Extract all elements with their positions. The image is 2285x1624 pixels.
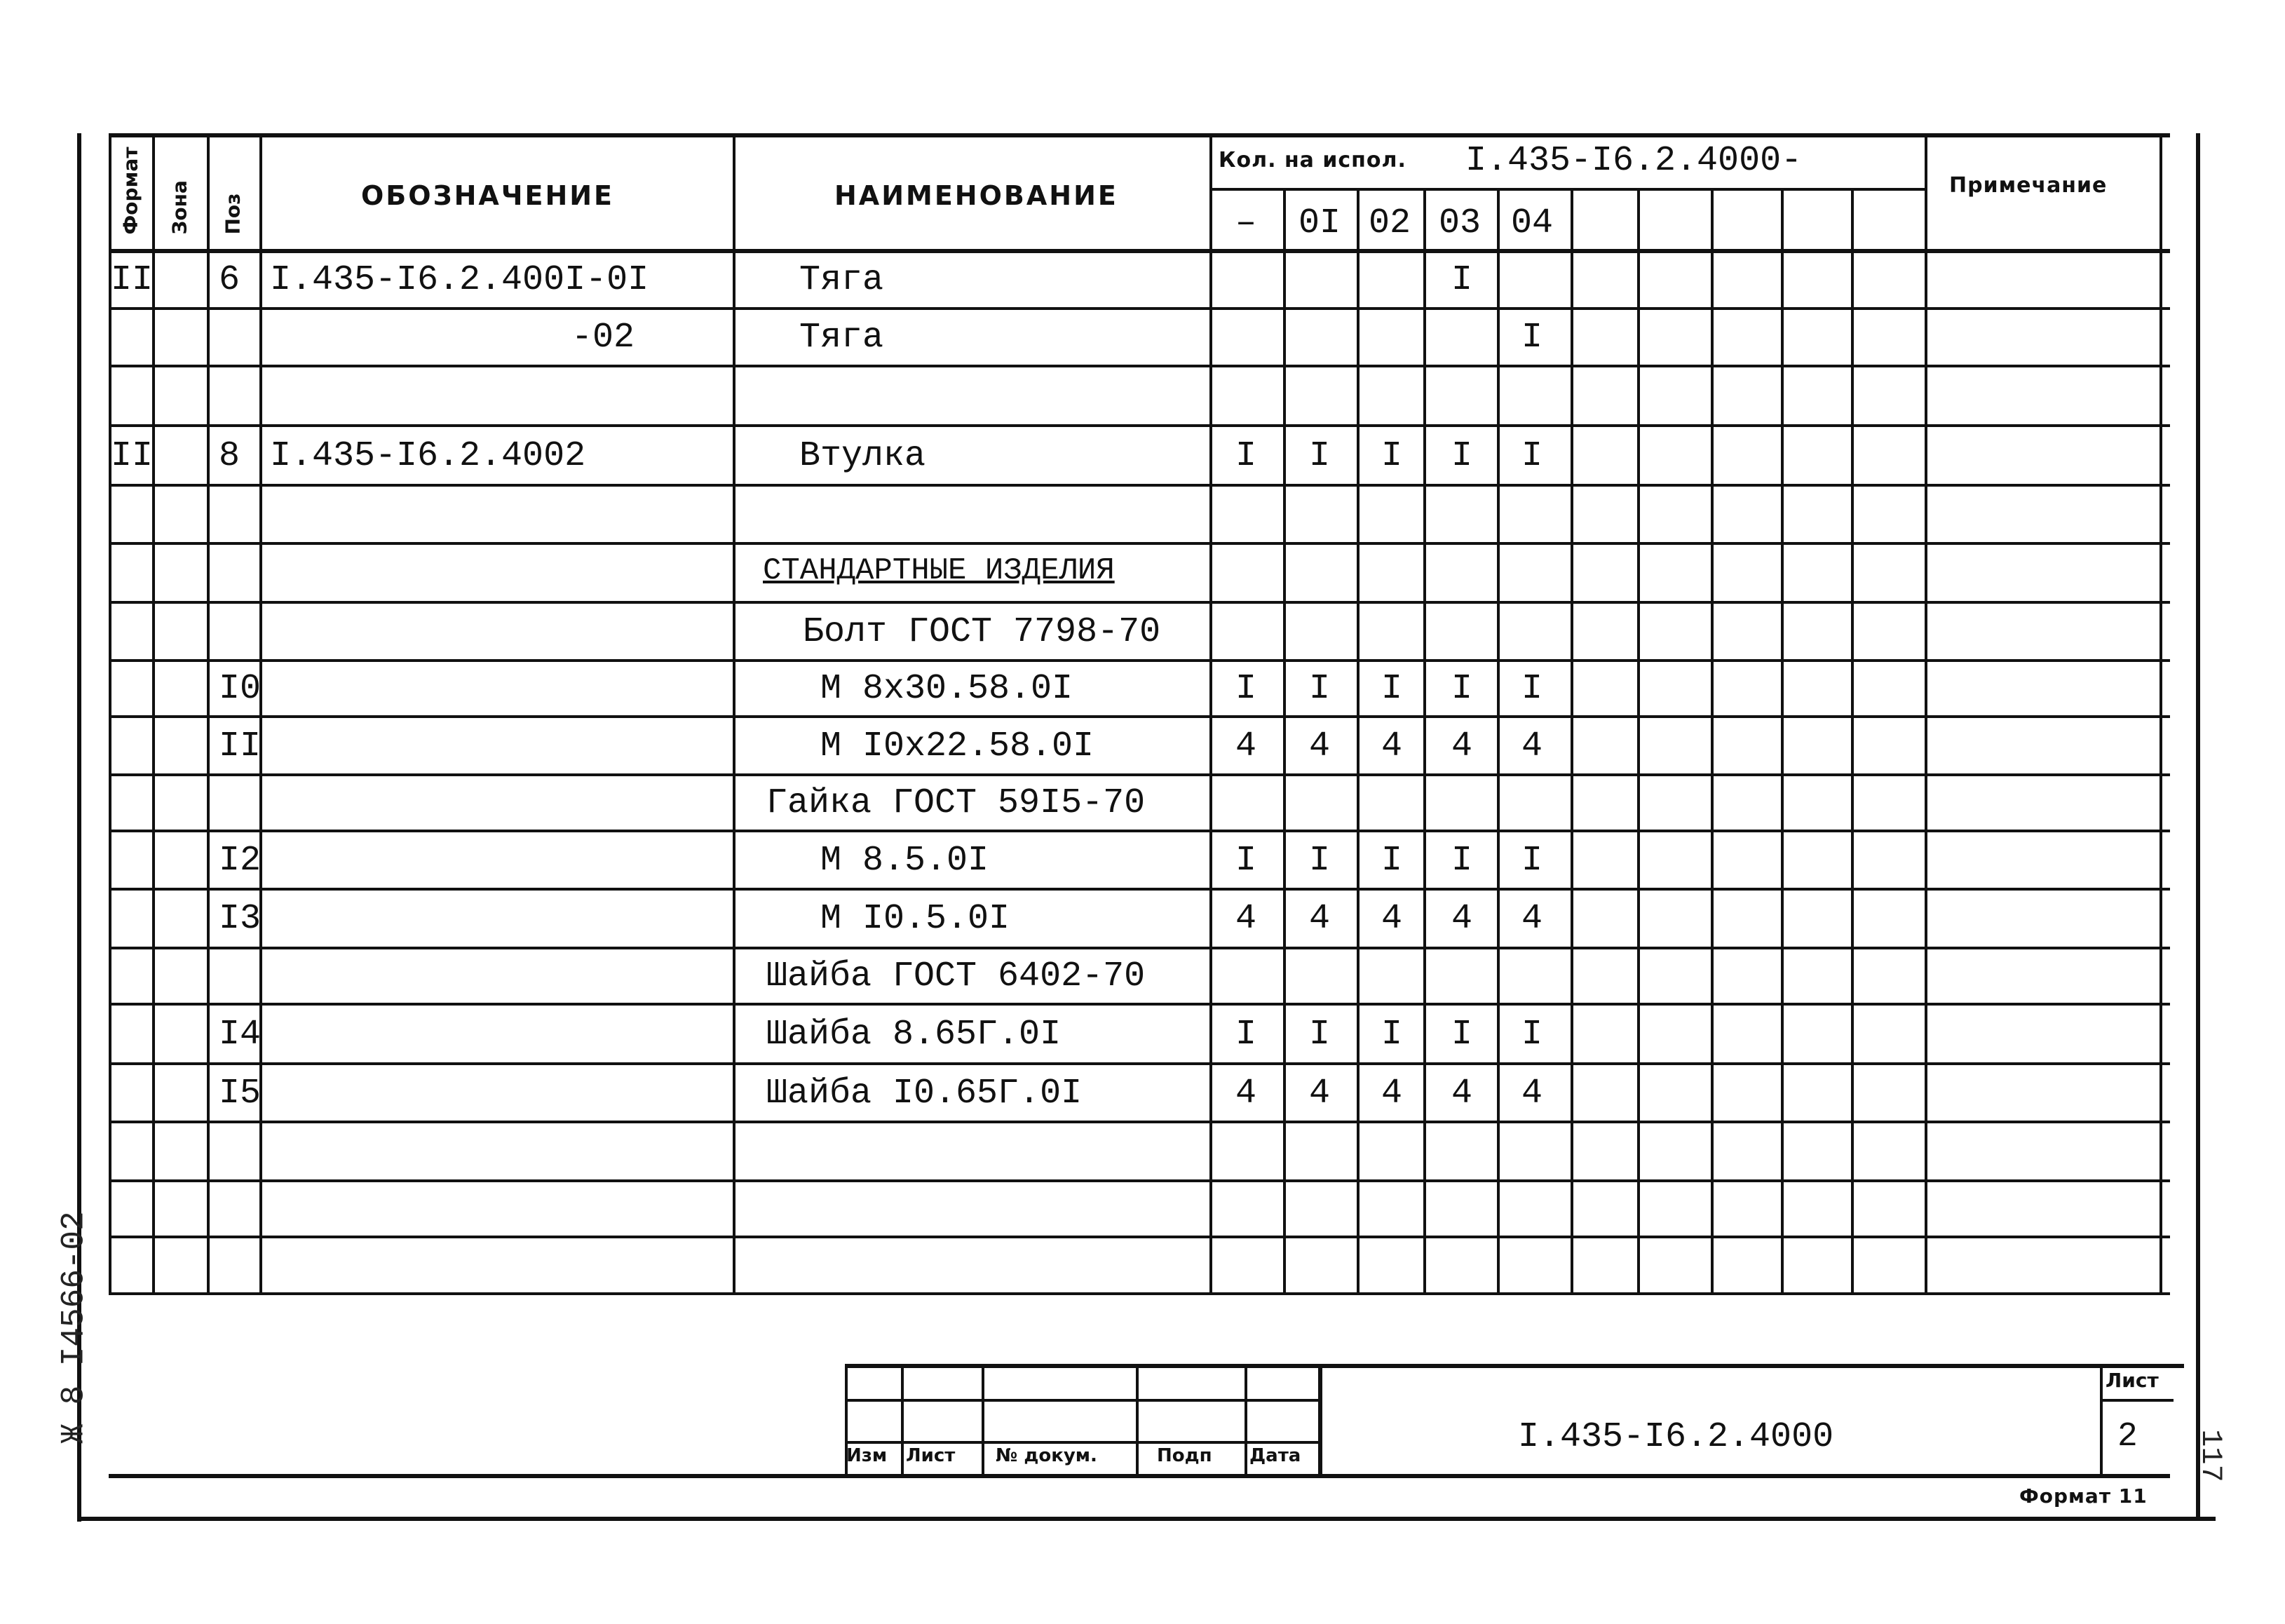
tb-document-number: I.435-I6.2.4000 <box>1518 1417 1834 1457</box>
col-format-left <box>109 133 111 1292</box>
frame-bottom-border <box>77 1517 2216 1521</box>
row-qty-01: I <box>1308 669 1330 709</box>
variant-label-04: 04 <box>1510 203 1553 243</box>
row-pos: I0 <box>219 669 262 709</box>
row-qty-04: 4 <box>1521 726 1542 766</box>
row-qty-03: 4 <box>1451 1074 1472 1114</box>
tb-col-7 <box>2100 1364 2103 1476</box>
row-qty-01: I <box>1308 1015 1330 1055</box>
tb-label-list: Лист <box>906 1445 956 1466</box>
row-designation: I.435-I6.2.400I-0I <box>270 260 649 300</box>
frame-right-border <box>2196 133 2200 1518</box>
row-name: М 8.5.0I <box>820 841 989 881</box>
row-qty-02: I <box>1381 436 1402 476</box>
col-e5-left <box>1851 188 1854 1292</box>
row-qty-03: I <box>1451 1015 1472 1055</box>
row-separator <box>109 830 2170 832</box>
row-pos: I5 <box>219 1074 262 1114</box>
row-name: Втулка <box>799 436 926 476</box>
row-pos: II <box>219 726 262 766</box>
title-block-bottom-line <box>109 1474 2170 1478</box>
row-designation: -02 <box>571 318 635 358</box>
tb-sheet-number: 2 <box>2117 1418 2138 1456</box>
title-block-top-line <box>845 1364 2184 1368</box>
side-stamp: Ж 8 I4566-02 <box>55 1211 93 1444</box>
row-qty-02: I <box>1381 841 1402 881</box>
variant-label-01: 0I <box>1298 203 1341 243</box>
row-name: М 8х30.58.0I <box>820 669 1073 709</box>
header-format-label: Формат <box>118 147 142 235</box>
row-format: II <box>111 260 154 300</box>
row-qty-01: I <box>1308 436 1330 476</box>
row-qty-04: I <box>1521 436 1542 476</box>
col-zone-left <box>152 133 155 1292</box>
format-label: Формат 11 <box>2019 1484 2148 1508</box>
row-qty-03: I <box>1451 436 1472 476</box>
table-bottom-line <box>109 1292 2170 1295</box>
col-note-right <box>2159 133 2162 1292</box>
row-name: Шайба 8.65Г.0I <box>766 1015 1062 1055</box>
row-pos: I2 <box>219 841 262 881</box>
row-pos: 8 <box>219 436 240 476</box>
col-e3-left <box>1711 188 1714 1292</box>
row-qty-03: 4 <box>1451 899 1472 939</box>
sheet-box-line <box>2100 1399 2174 1402</box>
row-separator <box>109 659 2170 662</box>
row-separator <box>109 715 2170 718</box>
row-name: Шайба I0.65Г.0I <box>766 1074 1083 1114</box>
tb-col-3 <box>982 1364 984 1476</box>
row-name: Тяга <box>799 318 884 358</box>
row-qty-01: 4 <box>1308 899 1330 939</box>
row-separator <box>109 1003 2170 1006</box>
row-qty-01: I <box>1308 841 1330 881</box>
col-e4-left <box>1781 188 1784 1292</box>
row-qty-02: I <box>1381 1015 1402 1055</box>
row-separator <box>109 601 2170 604</box>
row-qty-04: I <box>1521 841 1542 881</box>
row-format: II <box>111 436 154 476</box>
header-doc-number: I.435-I6.2.4000- <box>1465 141 1803 181</box>
tb-col-2 <box>901 1364 904 1476</box>
qty-subheader-line <box>1209 188 1925 191</box>
row-name: Болт ГОСТ 7798-70 <box>803 612 1161 652</box>
row-name: Шайба ГОСТ 6402-70 <box>766 956 1146 996</box>
row-qty-base: I <box>1235 1015 1256 1055</box>
row-pos: I4 <box>219 1015 262 1055</box>
header-zone-label: Зона <box>168 180 191 235</box>
title-block-row-line <box>845 1399 1322 1402</box>
row-name: М I0.5.0I <box>820 899 1010 939</box>
page-mark: 117 <box>2193 1429 2228 1482</box>
header-designation-label: ОБОЗНАЧЕНИЕ <box>361 180 615 211</box>
col-pos-left <box>207 133 210 1292</box>
row-separator <box>109 307 2170 310</box>
variant-label-02: 02 <box>1368 203 1411 243</box>
row-qty-02: I <box>1381 669 1402 709</box>
row-qty-03: 4 <box>1451 726 1472 766</box>
variant-label-03: 03 <box>1438 203 1481 243</box>
row-qty-02: 4 <box>1381 1074 1402 1114</box>
col-name-left <box>733 133 735 1292</box>
row-separator <box>109 424 2170 427</box>
header-name-label: НАИМЕНОВАНИЕ <box>834 180 1118 211</box>
row-qty-02: 4 <box>1381 726 1402 766</box>
row-qty-04: I <box>1521 1015 1542 1055</box>
row-qty-base: 4 <box>1235 726 1256 766</box>
tb-col-4 <box>1136 1364 1139 1476</box>
row-pos: 6 <box>219 260 240 300</box>
row-separator <box>109 1236 2170 1238</box>
row-separator <box>109 773 2170 776</box>
col-qty-left <box>1209 133 1212 1292</box>
tb-sheet-label: Лист <box>2106 1369 2159 1392</box>
row-qty-02: 4 <box>1381 899 1402 939</box>
col-note-left <box>1925 133 1927 1292</box>
row-separator <box>109 484 2170 487</box>
tb-col-6 <box>1318 1364 1322 1476</box>
tb-label-data: Дата <box>1249 1445 1301 1466</box>
row-separator <box>109 888 2170 891</box>
row-separator <box>109 1062 2170 1065</box>
row-name: Тяга <box>799 260 884 300</box>
col-designation-left <box>259 133 262 1292</box>
row-qty-base: I <box>1235 669 1256 709</box>
row-separator <box>109 1179 2170 1182</box>
row-designation: I.435-I6.2.4002 <box>270 436 586 476</box>
row-separator <box>109 947 2170 949</box>
row-name: Гайка ГОСТ 59I5-70 <box>766 783 1146 823</box>
tb-col-5 <box>1245 1364 1247 1476</box>
table-top-line <box>109 133 2170 137</box>
col-e2-left <box>1637 188 1640 1292</box>
row-qty-03: I <box>1451 260 1472 300</box>
row-qty-04: I <box>1521 318 1542 358</box>
row-qty-04: 4 <box>1521 899 1542 939</box>
row-qty-03: I <box>1451 669 1472 709</box>
row-qty-04: I <box>1521 669 1542 709</box>
row-qty-base: I <box>1235 841 1256 881</box>
row-qty-04: 4 <box>1521 1074 1542 1114</box>
row-qty-01: 4 <box>1308 1074 1330 1114</box>
row-qty-base: I <box>1235 436 1256 476</box>
row-separator <box>109 542 2170 545</box>
row-qty-base: 4 <box>1235 1074 1256 1114</box>
header-qty-label: Кол. на испол. <box>1219 148 1406 172</box>
tb-label-izm: Изм <box>846 1445 888 1466</box>
row-separator <box>109 365 2170 367</box>
header-bottom-line <box>109 249 2170 253</box>
tb-label-podp: Подп <box>1157 1445 1212 1466</box>
row-name: М I0х22.58.0I <box>820 726 1094 766</box>
header-note-label: Примечание <box>1949 173 2108 198</box>
row-pos: I3 <box>219 899 262 939</box>
row-qty-base: 4 <box>1235 899 1256 939</box>
row-qty-03: I <box>1451 841 1472 881</box>
col-e1-left <box>1571 188 1573 1292</box>
variant-label-base: – <box>1235 203 1256 243</box>
row-name: СТАНДАРТНЫЕ ИЗДЕЛИЯ <box>763 553 1115 588</box>
tb-label-doc-no: № докум. <box>996 1445 1097 1466</box>
row-separator <box>109 1121 2170 1123</box>
header-pos-label: Поз <box>221 193 245 235</box>
title-block-label-line <box>845 1441 1322 1444</box>
row-qty-01: 4 <box>1308 726 1330 766</box>
